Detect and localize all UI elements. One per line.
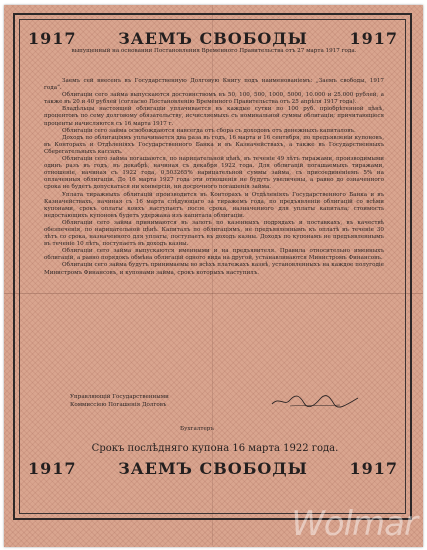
watermark: Wolmar	[291, 504, 417, 544]
signature-block	[70, 393, 360, 433]
manager-title-line1: Управляющій Государственными	[70, 394, 169, 400]
paragraph: Облигаціи сего займа погашаются, по нарицательной цѣнѣ, въ теченіе 49 лѣтъ тиражами, производимыми одинъ разъ въ годъ, въ декабрѣ, начиная съ декабря 1922 года. Для облигацій погашаемыхъ тиражами, отношеніе, начиная съ 1922 года, 0,503265% нарицательной суммы займа, съ присоединеніемъ 5% на оплаченныя облигаціи. До 16 марта 1927 года эти отношенія не будутъ увеличены, а равно до означенного срока не будетъ допускаться ни конверсіи, ни досрочного погашенія займа.	[44, 156, 384, 191]
paragraph: Облигаціи сего займа выпускаются именными и на предъявителя. Правила относительно именныхъ облигацій, а равно порядокъ обмѣна облигацій одного вида на другой, устанавливаются Министромъ Финансовъ.	[44, 248, 384, 262]
last-coupon-date: Срокъ послѣдняго купона 16 марта 1922 года.	[91, 443, 339, 454]
header-year-right: 1917	[349, 29, 398, 48]
bond-header	[28, 29, 398, 48]
paragraph: Владѣльцы настоящей облигаціи уплачивается въ каждые сутки по 100 руб. пріобрѣтенной цѣнѣ, процентовъ по сему долговому обязательству, исчисляемыхъ съ номинальной суммы облигаціи; причитающіеся проценты начисляются съ 16 марта 1917 г.	[44, 106, 384, 127]
header-title: ЗАЕМЪ СВОБОДЫ	[118, 29, 308, 48]
handwritten-signature	[270, 394, 360, 408]
footer-year-right: 1917	[349, 459, 398, 478]
manager-title	[70, 393, 210, 409]
header-year-left: 1917	[28, 29, 77, 48]
paragraph: Облигаціи сего займа будутъ принимаемы во всѣхъ платежахъ казнѣ, установленныхъ на каждое полугодіе Министромъ Финансовъ, и купонами займа, срокъ которыхъ наступилъ.	[44, 262, 384, 276]
intro-line: выпущенный на основании Постановления Временного Правительства отъ 27 марта 1917 года.	[71, 48, 357, 54]
bond-text-body	[44, 78, 384, 277]
manager-title-line2: Коммиссіею Погашенія Долговъ	[70, 402, 167, 408]
paragraph: Заемъ сей внесенъ въ Государственную Долговую Книгу подъ наименованіемъ: „Заемъ свободы, 1917 года“.	[44, 78, 384, 92]
paragraph: Уплата тиражныхъ облигацій производится въ Конторахъ и Отдѣленіяхъ Государственного Банка и въ Казначействахъ, начиная съ 16 марта слѣдующаго за тиражемъ года, по предъявленіи облигацій со всѣми купонами, срокъ оплаты коихъ наступаетъ после срока, назначенного для уплаты капитала; стоимость недостающихъ купоновъ будетъ удержана изъ капитала облигаціи.	[44, 191, 384, 219]
paragraph: Облигаціи сего займа принимаются въ залогъ по казенныхъ подрядахъ и поставкахъ, въ качествѣ обезпеченія, по нарицательной цѣнѣ. Капиталъ по облигаціямъ, не предъявленнымъ къ оплатѣ въ теченіе 30 лѣтъ со срока, назначенного для уплаты, поступаетъ въ доходъ казны. Доходъ по купонамъ не предъявленнымъ въ теченіе 10 лѣтъ, поступаетъ въ доходъ казны.	[44, 219, 384, 248]
accountant-label: Бухгалтеръ	[180, 426, 214, 432]
paragraph: Облигаціи сего займа освобождаются навсегда отъ сбора съ доходовъ отъ денежныхъ капиталовъ.	[62, 127, 356, 134]
bond-footer	[28, 459, 398, 478]
footer-title: ЗАЕМЪ СВОБОДЫ	[118, 459, 308, 478]
paragraph: Доходъ по облигаціямъ уплачивается два раза въ годъ, 16 марта и 16 сентября, по предъявленіи купоновъ, въ Конторахъ и Отдѣленіяхъ Государственного Банка и въ Казначействахъ, а также въ Государственныхъ Сберегательныхъ кассахъ.	[44, 134, 384, 155]
footer-year-left: 1917	[28, 459, 77, 478]
manager-signature-row	[70, 393, 360, 409]
paragraph: Облигаціи сего займа выпускаются достоинствомъ въ 50, 100, 500, 1000, 5000, 10.000 и 25.000 рублей, а также въ 20 и 40 рублей (согласно Постановленію Временного Правительства отъ 25 апрѣля 1917 года).	[44, 92, 384, 106]
